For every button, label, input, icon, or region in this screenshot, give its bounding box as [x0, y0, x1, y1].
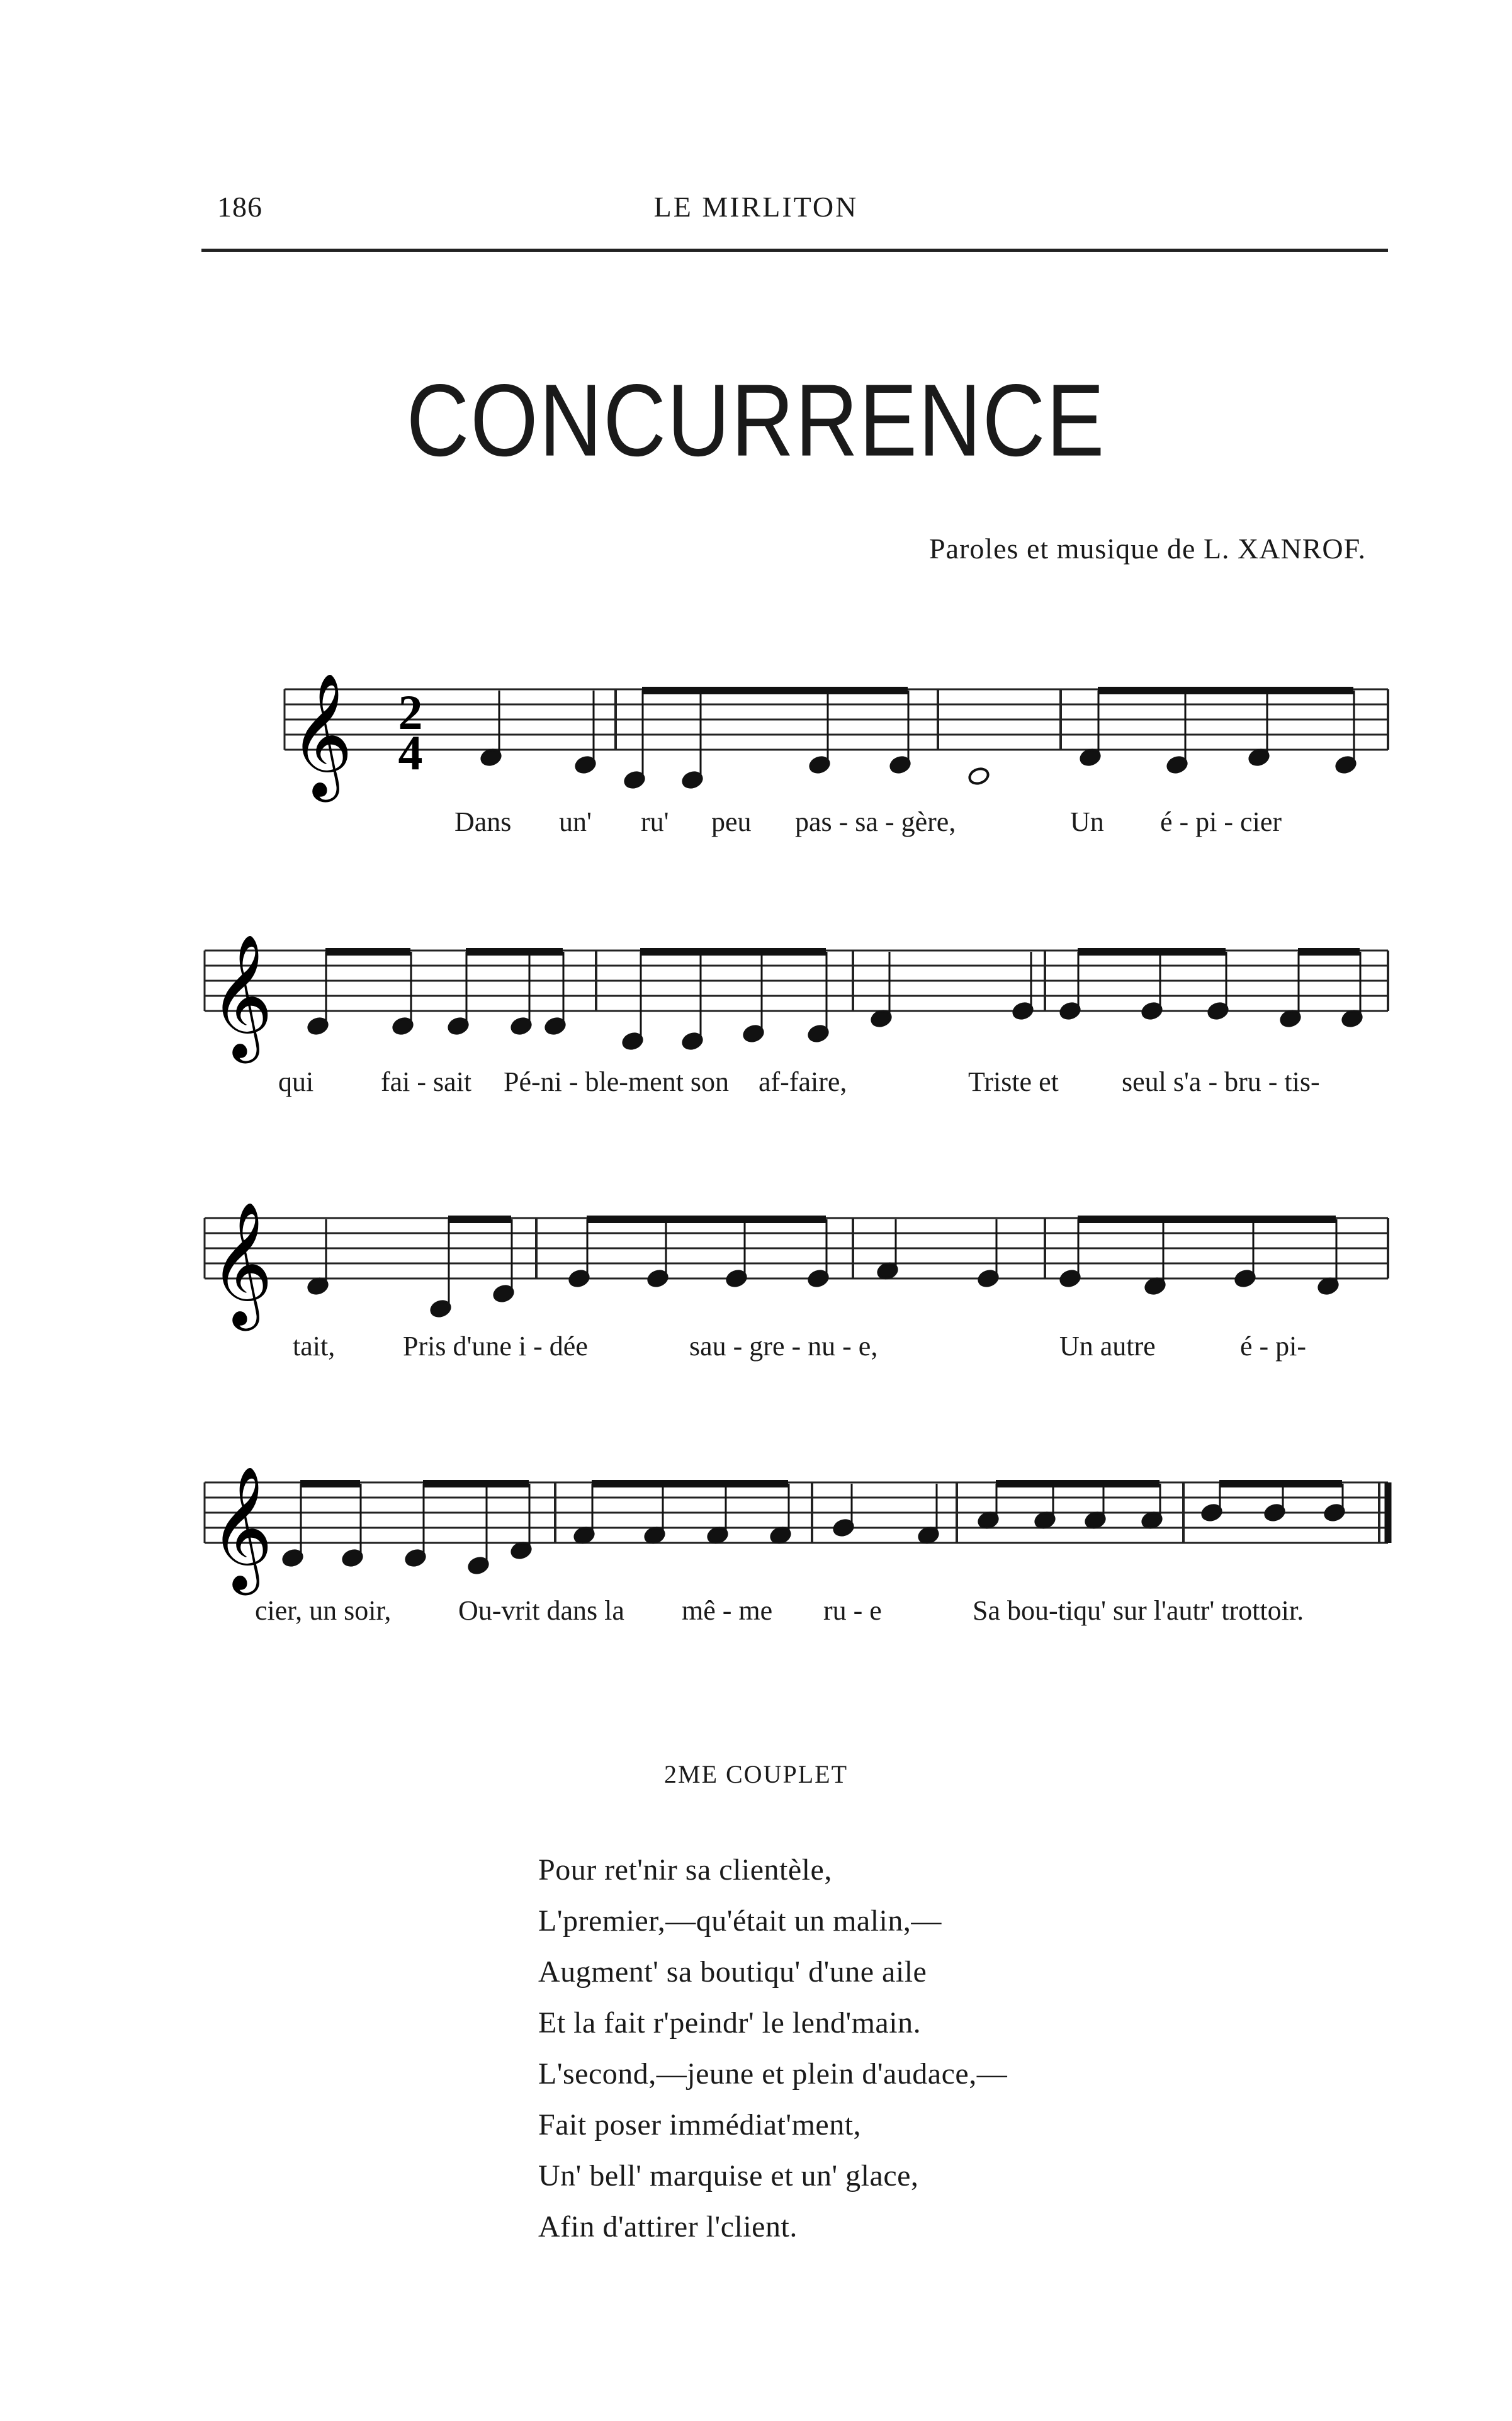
lyric-syllable: Pé-ni - ble-ment son — [504, 1066, 730, 1097]
note-beam — [1078, 948, 1226, 956]
verse-line: Augment' sa boutiqu' d'une aile — [538, 1955, 927, 1989]
note-beam — [1078, 1216, 1336, 1223]
lyric-syllable: qui — [278, 1066, 314, 1097]
lyric-syllable: cier, un soir, — [255, 1595, 392, 1626]
lyric-syllable: pas - sa - gère, — [795, 806, 956, 837]
note-beam — [448, 1216, 511, 1223]
lyric-syllable: ru - e — [823, 1595, 882, 1626]
lyric-syllable: Pris d'une i - dée — [403, 1331, 588, 1362]
note-beam — [325, 948, 410, 956]
treble-clef-icon: 𝄞 — [290, 672, 353, 797]
verse-line: L'second,—jeune et plein d'audace,— — [538, 2057, 1008, 2091]
note-beam — [996, 1480, 1159, 1487]
lyric-syllable: mê - me — [682, 1595, 773, 1626]
lyric-syllable: af-faire, — [759, 1066, 847, 1097]
note-beam — [592, 1480, 788, 1487]
running-head: LE MIRLITON — [653, 191, 859, 223]
verse-line: Et la fait r'peindr' le lend'main. — [538, 2006, 922, 2040]
lyric-syllable: Ou-vrit dans la — [458, 1595, 624, 1626]
note-beam — [640, 948, 826, 956]
lyric-syllable: Triste et — [968, 1066, 1059, 1097]
verse-line: Pour ret'nir sa clientèle, — [538, 1853, 832, 1887]
note-beam — [300, 1480, 360, 1487]
page-number: 186 — [217, 191, 262, 223]
note-beam — [1098, 687, 1353, 694]
verse-line: L'premier,—qu'était un malin,— — [538, 1904, 942, 1938]
lyric-syllable: ru' — [641, 806, 669, 837]
note-beam — [1298, 948, 1360, 956]
lyric-syllable: seul s'a - bru - tis- — [1122, 1066, 1320, 1097]
lyric-syllable: tait, — [293, 1331, 336, 1362]
treble-clef-icon: 𝄞 — [210, 934, 273, 1058]
lyric-syllable: Un — [1070, 806, 1104, 837]
note-beam — [1219, 1480, 1342, 1487]
treble-clef-icon: 𝄞 — [210, 1201, 273, 1326]
note-beam — [466, 948, 563, 956]
lyric-syllable: Sa bou-tiqu' sur l'autr' trottoir. — [973, 1595, 1304, 1626]
lyric-syllable: peu — [711, 806, 752, 837]
time-signature-denominator: 4 — [398, 725, 423, 780]
couplet-heading: 2ME COUPLET — [664, 1760, 848, 1788]
verse-line: Afin d'attirer l'client. — [538, 2210, 798, 2243]
lyric-syllable: sau - gre - nu - e, — [689, 1331, 878, 1362]
lyric-syllable: fai - sait — [381, 1066, 472, 1097]
song-title: CONCURRENCE — [406, 363, 1106, 478]
lyric-syllable: Un autre — [1059, 1331, 1156, 1362]
treble-clef-icon: 𝄞 — [210, 1465, 273, 1590]
note-beam — [587, 1216, 826, 1223]
second-couplet-verse — [538, 1844, 1007, 2252]
time-signature-numerator: 2 — [398, 685, 423, 740]
lyric-syllable: é - pi- — [1240, 1331, 1307, 1362]
note-beam — [423, 1480, 529, 1487]
lyric-syllable: é - pi - cier — [1160, 806, 1282, 837]
song-credits: Paroles et musique de L. XANROF. — [929, 533, 1366, 565]
note-beam — [642, 687, 908, 694]
verse-line: Fait poser immédiat'ment, — [538, 2108, 862, 2142]
half-note-icon — [968, 767, 990, 786]
lyric-syllable: un' — [559, 806, 592, 837]
lyric-syllable: Dans — [454, 806, 512, 837]
verse-line: Un' bell' marquise et un' glace, — [538, 2159, 919, 2192]
